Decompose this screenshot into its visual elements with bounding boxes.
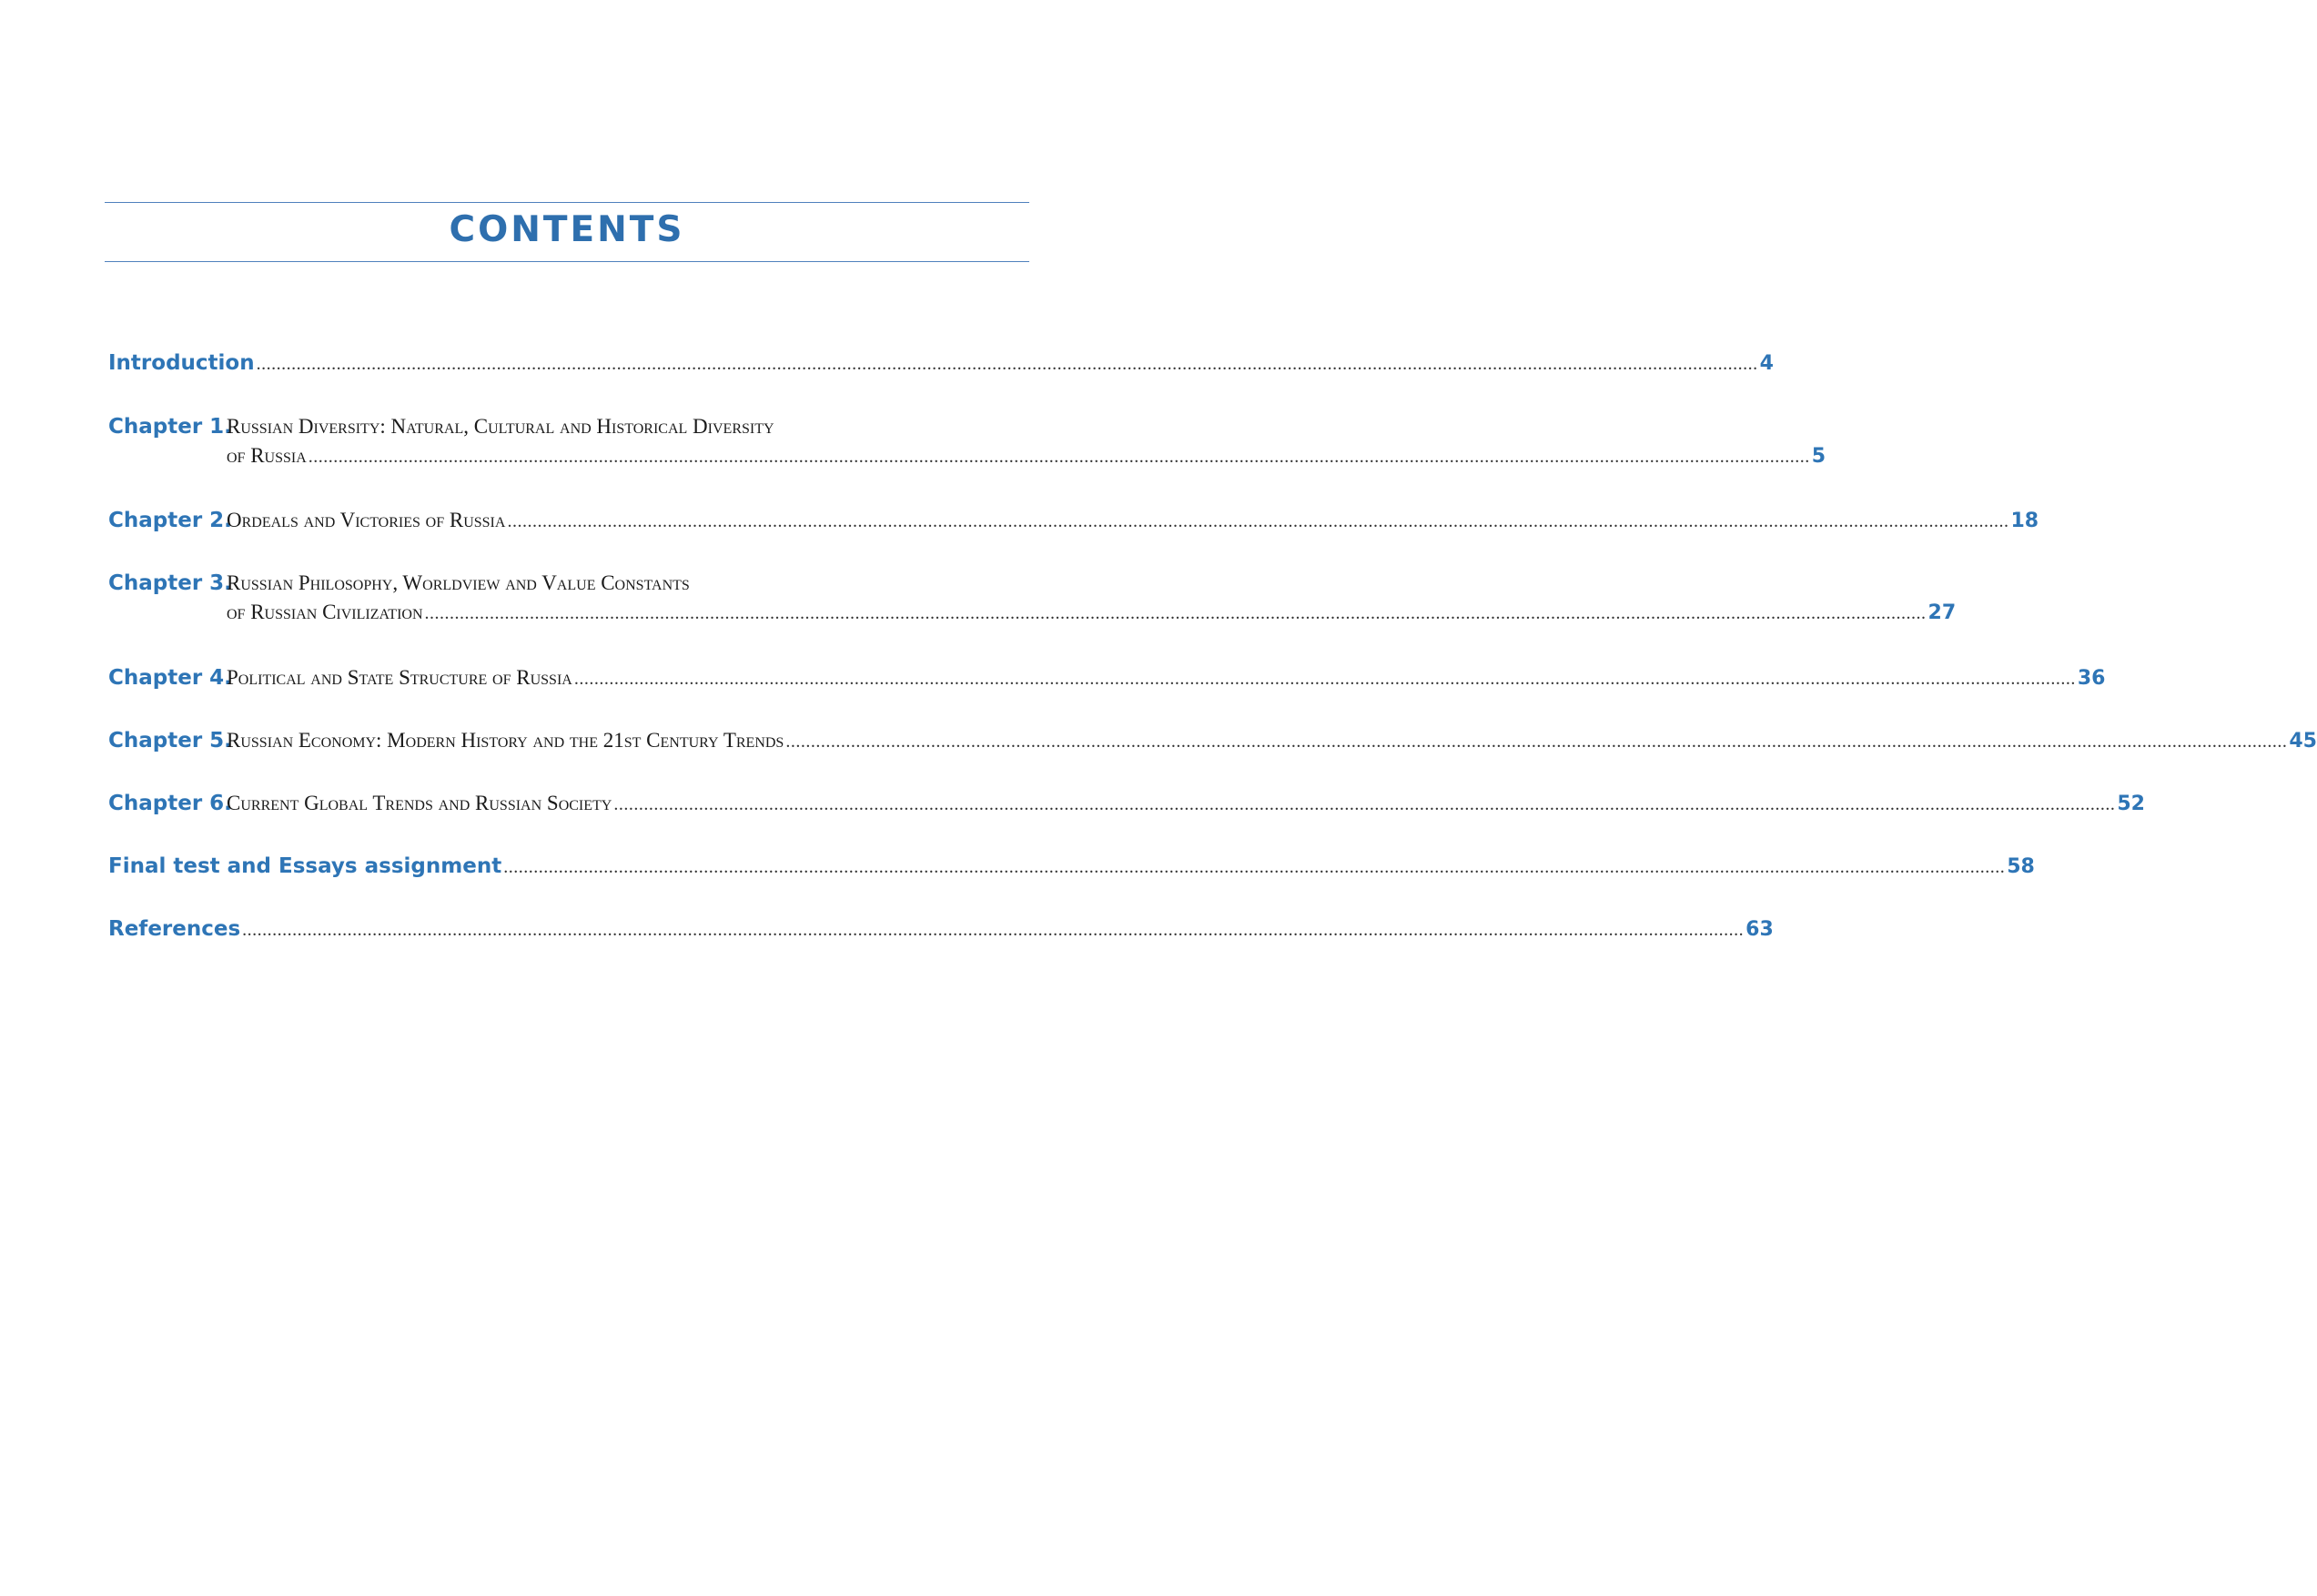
toc-label: Chapter 3. xyxy=(108,571,232,595)
toc-entry-chapter-5[interactable] xyxy=(108,729,2317,753)
toc-entry-final-test[interactable] xyxy=(108,854,2035,878)
toc-page-number: 58 xyxy=(2007,855,2035,878)
toc-page-number: 18 xyxy=(2010,510,2039,532)
dot-leader xyxy=(503,857,2005,878)
toc-page-number: 27 xyxy=(1927,601,1957,624)
toc-title-continued: of Russia xyxy=(227,444,307,467)
toc-entry-chapter-3[interactable] xyxy=(108,571,1957,624)
toc-page-number: 45 xyxy=(2289,730,2317,753)
toc-label: Chapter 1. xyxy=(108,415,232,439)
dot-leader xyxy=(507,511,2008,532)
toc-title: Russian Economy: Modern History and the 21st Century Trends xyxy=(227,729,784,752)
toc-label: Chapter 6. xyxy=(108,792,232,815)
toc-title: Russian Diversity: Natural, Cultural and Historical Diversity xyxy=(227,415,774,438)
contents-heading-block xyxy=(105,202,1029,262)
toc-page-number: 4 xyxy=(1759,352,1774,375)
toc-title: Political and State Structure of Russia xyxy=(227,666,572,689)
toc-page-number: 36 xyxy=(2077,667,2106,690)
toc-page-number: 63 xyxy=(1745,918,1774,941)
toc-page-number: 5 xyxy=(1811,445,1826,468)
toc-entry-chapter-4[interactable] xyxy=(108,666,2106,690)
page-title: CONTENTS xyxy=(449,209,685,250)
toc-entry-chapter-6[interactable] xyxy=(108,792,2145,815)
dot-leader xyxy=(785,732,2287,753)
dot-leader xyxy=(257,354,1758,375)
toc-page-number: 52 xyxy=(2117,793,2145,815)
dot-leader xyxy=(242,920,1744,941)
toc-label: Chapter 2. xyxy=(108,509,232,532)
toc-title: Current Global Trends and Russian Society xyxy=(227,792,612,814)
toc-title: Russian Philosophy, Worldview and Value Constants xyxy=(227,571,690,594)
toc-label: Final test and Essays assignment xyxy=(108,854,502,878)
toc-title-continued: of Russian Civilization xyxy=(227,601,423,623)
toc-entry-chapter-2[interactable] xyxy=(108,509,2039,532)
toc-title: Ordeals and Victories of Russia xyxy=(227,509,506,531)
toc-label: Chapter 5. xyxy=(108,729,232,753)
toc-entry-references[interactable] xyxy=(108,917,1774,941)
dot-leader xyxy=(613,794,2115,815)
toc-label: Introduction xyxy=(108,351,255,375)
toc-label: References xyxy=(108,917,241,941)
dot-leader xyxy=(309,447,1810,468)
dot-leader xyxy=(574,669,2076,690)
dot-leader xyxy=(425,603,1927,624)
toc-label: Chapter 4. xyxy=(108,666,232,690)
toc-entry-introduction[interactable] xyxy=(108,351,1774,375)
toc-entry-chapter-1[interactable] xyxy=(108,415,1826,468)
